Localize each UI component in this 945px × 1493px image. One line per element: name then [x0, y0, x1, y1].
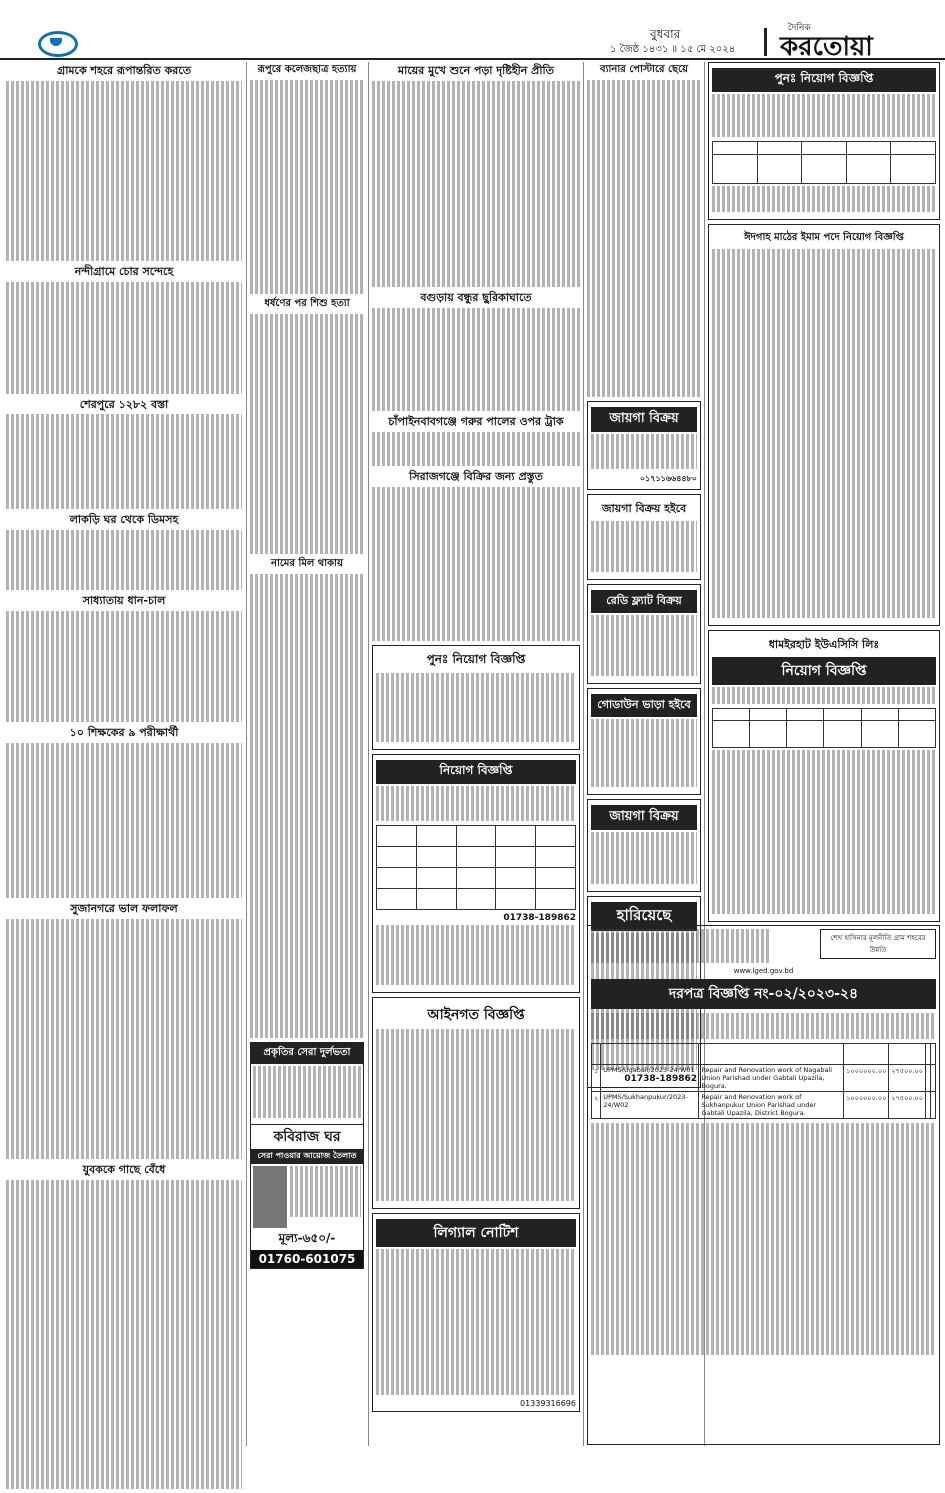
- classified-title: জায়গা বিক্রয়: [591, 407, 697, 432]
- article-body: [6, 919, 242, 1160]
- tender-row-no: ১: [592, 1065, 601, 1092]
- tender-work: Repair and Renovation work of Sukhanpukur Union Parishad under Gabtali Upazila, District Bogura.: [699, 1092, 844, 1119]
- tender-package: UPMS/Ugabali/2023-24/W01: [601, 1065, 699, 1092]
- column-rule: [583, 62, 584, 1446]
- organization-name: ধামইরহাট ইউএসিসি লিঃ: [768, 638, 880, 652]
- article-body: [6, 414, 242, 509]
- kabiraj-ad-body: [251, 1064, 363, 1120]
- notice-title: ঈদগাহ মাঠের ইমাম পদে নিয়োগ বিজ্ঞপ্তি: [744, 231, 904, 243]
- appointment-notice: [372, 754, 580, 993]
- article-body: [372, 432, 580, 466]
- tender-security: ২৭৫০০.০০: [889, 1092, 926, 1119]
- headline: লাকড়ি ঘর থেকে ডিমসহ: [69, 512, 179, 526]
- appointment-table: [376, 825, 576, 910]
- notice-title: পুনঃ নিয়োগ বিজ্ঞপ্তি: [426, 652, 526, 667]
- tender-row-no: ২: [592, 1092, 601, 1119]
- headline: চাঁপাইনবাবগঞ্জে গরুর পালের ওপর ট্রাক: [388, 414, 564, 428]
- tender-package: UPMS/Sukhanpukur/2023-24/W02: [601, 1092, 699, 1119]
- article-body: [6, 1180, 242, 1489]
- reappointment-table: [712, 141, 936, 184]
- headline: সিরাজগঞ্জে বিক্রির জন্য প্রস্তুত: [409, 470, 543, 483]
- classified-title: জায়গা বিক্রয়: [591, 805, 697, 830]
- headline: রূপুরে কলেজছাত্র হত্যায়: [257, 64, 357, 75]
- article-body: [6, 743, 242, 898]
- notice-title: পুনঃ নিয়োগ বিজ্ঞপ্তি: [712, 68, 936, 92]
- classified-godown-rent: [587, 688, 701, 796]
- classified-land-sale-2: [587, 494, 701, 581]
- tender-security: ২৭৫০০.০০: [889, 1065, 926, 1092]
- usacc-table: [712, 708, 936, 748]
- notice-phone: 01339316696: [520, 1398, 576, 1408]
- tender-title: দরপত্র বিজ্ঞপ্তি নং-০২/২০২৩-২৪: [591, 979, 936, 1009]
- reappointment-notice-2: [708, 62, 940, 220]
- headline: ব্যানার পোস্টারে ছেয়ে: [600, 64, 688, 75]
- tender-table: [591, 1043, 936, 1119]
- notice-footer: [376, 925, 576, 985]
- classified-body: [591, 719, 697, 788]
- notice-body: [376, 673, 576, 742]
- masthead-date: ১ জৈষ্ঠ ১৪৩১ ॥ ১৫ মে ২০২৪: [610, 44, 736, 55]
- kabiraj-title: কবিরাজ ঘর: [251, 1124, 363, 1149]
- notice-footer: [712, 186, 936, 212]
- article-body: [587, 80, 701, 398]
- lged-header: [591, 929, 771, 963]
- notice-title: আইনগত বিজ্ঞপ্তি: [427, 1006, 525, 1023]
- classified-title: গোডাউন ভাড়া হইবে: [591, 694, 697, 717]
- headline: মায়ের মুখে শুনে পড়া দৃষ্টিহীন প্রীতি: [398, 64, 554, 77]
- tender-details: [591, 1123, 936, 1355]
- headline: শেরপুরে ১২৮২ বস্তা: [79, 397, 169, 411]
- classified-body: [591, 615, 697, 675]
- kabiraj-subtitle: সেরা পাওয়ার আয়োজ তৈলাত: [251, 1149, 363, 1164]
- notice-phone: 01738-189862: [503, 912, 576, 923]
- article-body: [6, 530, 242, 590]
- notice-body: [376, 1029, 576, 1201]
- classified-body: [591, 521, 697, 573]
- kabiraj-ad: [250, 1042, 364, 1269]
- article-body: [250, 314, 364, 555]
- notice-title: নিয়োগ বিজ্ঞপ্তি: [376, 760, 576, 784]
- classified-land-sale-3: [587, 799, 701, 892]
- headline: নামের মিল থাকায়: [271, 558, 343, 570]
- classified-land-sale: [587, 401, 701, 489]
- headline: ধর্ষণের পর শিশু হত্যা: [264, 298, 350, 310]
- usacc-appointment-notice: [708, 630, 940, 921]
- masthead-day: বুধবার: [650, 27, 681, 41]
- article-body: [372, 487, 580, 642]
- tender-work: Repair and Renovation work of Nagabali Union Parishad under Gabtali Upazila, Bogura.: [699, 1065, 844, 1092]
- legal-notice: [372, 997, 580, 1209]
- article-body: [250, 574, 364, 1038]
- paper-name: করতোয়া: [780, 32, 873, 62]
- article-body: [6, 611, 242, 723]
- tender-intro: [591, 1013, 936, 1039]
- kabiraj-ad-header: প্রকৃতির সেরা দুর্লভতা: [251, 1043, 363, 1064]
- kabiraj-ad-detail: [290, 1166, 361, 1224]
- kabiraj-phone: 01760-601075: [251, 1250, 363, 1268]
- column-2: [250, 62, 364, 1273]
- notice-body: [376, 786, 576, 820]
- headline: সাধ্যাতায় ধান-চাল: [82, 593, 166, 607]
- headline: ১০ শিক্ষকের ৯ পরীক্ষার্থী: [69, 726, 179, 740]
- classified-title: জায়গা বিক্রয় হইবে: [601, 501, 687, 515]
- article-body: [6, 282, 242, 394]
- paper-small-name: দৈনিক: [788, 23, 811, 33]
- column-1: [6, 62, 242, 1493]
- column-rule: [368, 62, 369, 1446]
- article-body: [250, 80, 364, 295]
- tender-value: ১০০০০০০.০০: [844, 1065, 889, 1092]
- classified-flat-sale: [587, 584, 701, 683]
- classified-phone: 01738-189862: [624, 1074, 697, 1085]
- notice-body: [712, 249, 936, 619]
- headline: নন্দীগ্রামে চোর সন্দেহে: [74, 265, 174, 279]
- notice-footer: [712, 750, 936, 913]
- notice-body: [712, 687, 936, 704]
- masthead: [0, 0, 945, 60]
- reappointment-notice: [372, 645, 580, 750]
- tender-value: ১০০০০০০.০০: [844, 1092, 889, 1119]
- notice-title: লিগ্যাল নোটিশ: [376, 1219, 576, 1247]
- column-rule: [246, 62, 247, 1446]
- lged-website: www.lged.gov.bd: [733, 967, 794, 976]
- headline: বগুড়ায় বন্ধুর ছুরিকাঘাতে: [420, 291, 532, 304]
- slogan-box: শেখ হাসিনার মূলনীতি গ্রাম শহরের উন্নতি: [820, 929, 936, 959]
- headline: গ্রামকে শহরে রূপান্তরিত করতে: [56, 64, 192, 77]
- classified-body: [591, 434, 697, 468]
- notice-title: নিয়োগ বিজ্ঞপ্তি: [712, 657, 936, 685]
- imam-appointment-notice: [708, 224, 940, 627]
- headline: সুজানগরে ভাল ফলাফল: [70, 901, 178, 915]
- oil-bottle-image: [253, 1166, 287, 1228]
- classified-title: রেডি ফ্ল্যাট বিক্রয়: [591, 590, 697, 613]
- article-body: [372, 81, 580, 287]
- notice-body: [376, 1249, 576, 1395]
- article-body: [372, 308, 580, 411]
- headline: যুবককে গাছে বেঁধে: [82, 1163, 166, 1177]
- masthead-divider: [764, 28, 767, 56]
- column-3: [372, 62, 580, 1416]
- classified-phone: ০১৭১১৬৬৪৪৮০: [639, 473, 697, 483]
- lged-tender-notice: [587, 925, 940, 1445]
- column-5: [708, 62, 940, 926]
- article-body: [6, 81, 242, 261]
- legal-notice-2: [372, 1213, 580, 1412]
- notice-body: [712, 94, 936, 137]
- classified-title: হারিয়েছে: [591, 902, 697, 931]
- classified-body: [591, 832, 697, 884]
- kabiraj-price: মূল্য-৬৫০/-: [278, 1230, 336, 1245]
